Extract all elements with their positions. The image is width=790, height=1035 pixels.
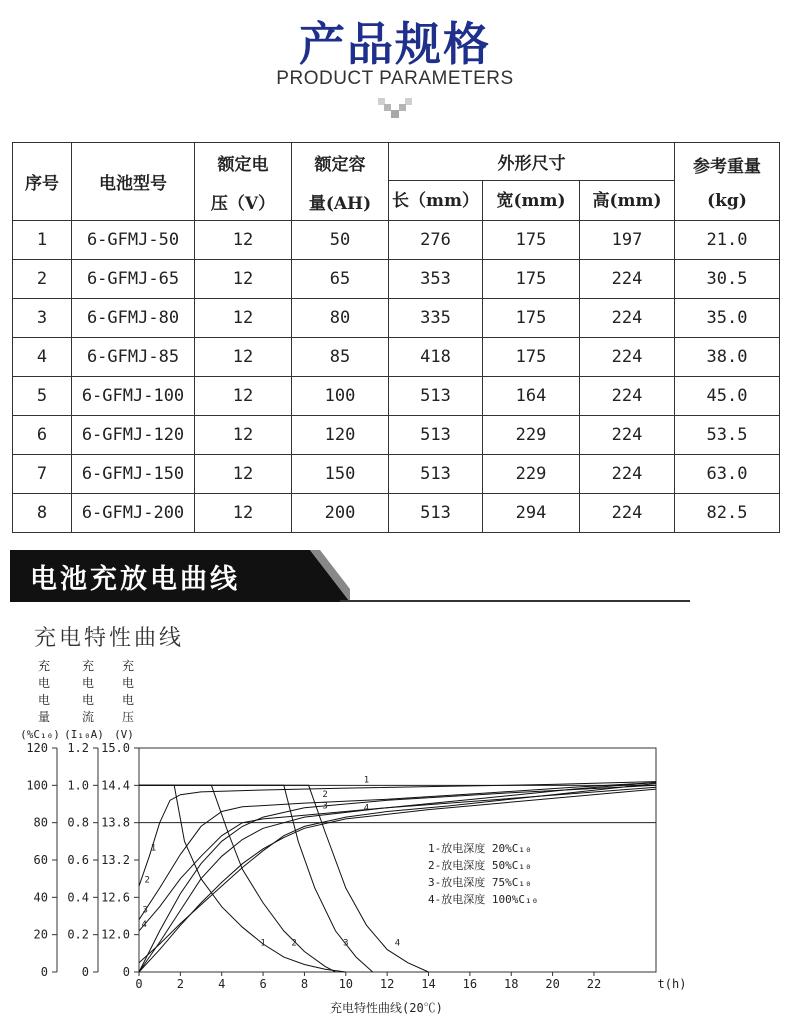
axis-header-char: 电: [121, 693, 135, 707]
axis-header-char: 压: [121, 710, 135, 724]
axis-header-char: 充: [81, 659, 95, 673]
legend-item: 2-放电深度 50%C₁₀: [428, 859, 532, 872]
axis-header-char: 电: [121, 676, 135, 690]
cell-height: 224: [580, 416, 675, 455]
header-weight-line2: (kg): [707, 191, 747, 211]
header-dims: 外形尺寸: [389, 143, 675, 181]
series-line-voltage: [139, 783, 656, 931]
cell-weight: 35.0: [675, 299, 780, 338]
series-line-current: [139, 785, 349, 972]
x-tick-label: 2: [176, 977, 184, 991]
x-tick-label: 0: [135, 977, 143, 991]
axis-header-char: 电: [37, 693, 51, 707]
header-capacity-line2: 量(AH): [308, 193, 372, 214]
cell-model: 6-GFMJ-150: [72, 455, 195, 494]
y-tick-label: 40: [33, 890, 48, 905]
cell-capacity: 120: [292, 416, 389, 455]
cell-weight: 21.0: [675, 221, 780, 260]
chevron-down-icon: [378, 98, 412, 120]
y-tick-label: 0: [122, 965, 130, 979]
cell-width: 175: [483, 221, 580, 260]
series-label: 2: [144, 875, 150, 886]
cell-height: 197: [580, 221, 675, 260]
axis-header-unit: (%C₁₀): [20, 728, 60, 741]
y-tick-label: 120: [26, 741, 48, 755]
axis-header-char: 电: [81, 693, 95, 707]
cell-weight: 63.0: [675, 455, 780, 494]
series-label: 1: [260, 938, 266, 949]
cell-width: 229: [483, 455, 580, 494]
cell-model: 6-GFMJ-200: [72, 494, 195, 533]
page-subtitle: PRODUCT PARAMETERS: [276, 68, 514, 89]
cell-height: 224: [580, 455, 675, 494]
y-tick-label: 20: [33, 927, 48, 942]
cell-length: 335: [389, 299, 483, 338]
y-tick-label: 80: [33, 815, 48, 830]
cell-no: 6: [13, 416, 72, 455]
cell-no: 5: [13, 377, 72, 416]
table-row: [13, 494, 780, 533]
header-capacity-line1: 额定容: [314, 154, 366, 175]
cell-voltage: 12: [195, 260, 292, 299]
cell-length: 513: [389, 416, 483, 455]
series-label: 2: [322, 790, 328, 801]
cell-width: 175: [483, 338, 580, 377]
cell-voltage: 12: [195, 299, 292, 338]
table-row: [13, 377, 780, 416]
y-tick-label: 0.6: [67, 853, 89, 867]
series-label: 4: [394, 938, 401, 949]
axis-header-unit: (V): [114, 728, 134, 741]
y-tick-label: 0.2: [67, 927, 89, 942]
cell-weight: 53.5: [675, 416, 780, 455]
axis-header-char: 流: [81, 710, 95, 724]
cell-weight: 38.0: [675, 338, 780, 377]
table-row: [13, 338, 780, 377]
cell-no: 2: [13, 260, 72, 299]
cell-model: 6-GFMJ-65: [72, 260, 195, 299]
section-divider: [340, 600, 690, 602]
series-label: 3: [142, 905, 148, 916]
cell-capacity: 100: [292, 377, 389, 416]
cell-voltage: 12: [195, 377, 292, 416]
x-tick-label: 20: [545, 977, 560, 991]
table-row: [13, 455, 780, 494]
cell-weight: 30.5: [675, 260, 780, 299]
series-label: 4: [141, 920, 147, 931]
chart-heading: 充电特性曲线: [34, 626, 185, 651]
header-width: 宽(mm): [483, 181, 580, 221]
header-voltage: [195, 143, 292, 221]
cell-length: 513: [389, 494, 483, 533]
cell-width: 175: [483, 260, 580, 299]
x-tick-label: 12: [379, 977, 395, 991]
y-tick-label: 12.0: [101, 927, 130, 942]
cell-model: 6-GFMJ-100: [72, 377, 195, 416]
x-tick-label: 10: [338, 977, 354, 991]
cell-no: 8: [13, 494, 72, 533]
header-model: 电池型号: [72, 143, 195, 221]
y-tick-label: 13.8: [101, 815, 130, 830]
cell-height: 224: [580, 494, 675, 533]
cell-height: 224: [580, 338, 675, 377]
cell-voltage: 12: [195, 455, 292, 494]
y-tick-label: 0.4: [67, 890, 89, 905]
cell-no: 1: [13, 221, 72, 260]
cell-capacity: 85: [292, 338, 389, 377]
series-label: 1: [363, 775, 370, 786]
y-tick-label: 12.6: [101, 890, 130, 905]
cell-width: 294: [483, 494, 580, 533]
cell-capacity: 80: [292, 299, 389, 338]
cell-no: 7: [13, 455, 72, 494]
x-tick-label: 18: [504, 977, 519, 991]
page-title: 产品规格: [299, 17, 491, 71]
cell-length: 276: [389, 221, 483, 260]
series-label: 2: [291, 938, 297, 949]
spec-table: [12, 142, 780, 533]
cell-width: 229: [483, 416, 580, 455]
y-tick-label: 60: [33, 853, 48, 867]
x-axis-label: t(h): [657, 977, 687, 991]
header-height: 高(mm): [580, 181, 675, 221]
table-row: [13, 299, 780, 338]
axis-header-char: 充: [37, 659, 51, 673]
cell-capacity: 150: [292, 455, 389, 494]
cell-width: 164: [483, 377, 580, 416]
cell-width: 175: [483, 299, 580, 338]
cell-capacity: 200: [292, 494, 389, 533]
series-label: 3: [343, 938, 349, 949]
legend-item: 4-放电深度 100%C₁₀: [428, 893, 539, 906]
axis-header-char: 量: [37, 710, 51, 724]
y-tick-label: 1.0: [67, 778, 89, 793]
y-tick-label: 100: [26, 778, 48, 793]
y-tick-label: 0.8: [67, 815, 89, 830]
cell-voltage: 12: [195, 221, 292, 260]
cell-height: 224: [580, 377, 675, 416]
table-row: [13, 260, 780, 299]
chart-caption: 充电特性曲线(20℃): [330, 1001, 443, 1015]
x-tick-label: 4: [218, 977, 226, 991]
cell-no: 3: [13, 299, 72, 338]
cell-length: 418: [389, 338, 483, 377]
header-voltage-line1: 额定电: [217, 154, 269, 175]
series-line-voltage: [139, 784, 656, 963]
axis-header-char: 电: [37, 676, 51, 690]
header-weight-line1: 参考重量: [693, 157, 761, 177]
cell-model: 6-GFMJ-85: [72, 338, 195, 377]
y-tick-label: 0: [81, 965, 89, 979]
axis-header-char: 充: [121, 659, 135, 673]
y-tick-label: 1.2: [67, 741, 89, 755]
header-length: 长（mm）: [389, 181, 483, 221]
x-tick-label: 22: [586, 977, 602, 991]
y-tick-label: 14.4: [101, 778, 130, 793]
cell-model: 6-GFMJ-50: [72, 221, 195, 260]
series-label: 3: [322, 801, 328, 812]
cell-voltage: 12: [195, 494, 292, 533]
series-line-voltage: [139, 782, 656, 887]
cell-length: 513: [389, 455, 483, 494]
x-tick-label: 14: [421, 977, 436, 991]
cell-length: 353: [389, 260, 483, 299]
header-weight: [675, 143, 780, 221]
cell-weight: 82.5: [675, 494, 780, 533]
section-title: 电池充放电曲线: [30, 564, 240, 595]
cell-capacity: 50: [292, 221, 389, 260]
cell-height: 224: [580, 299, 675, 338]
y-tick-label: 13.2: [101, 853, 130, 867]
x-tick-label: 16: [462, 977, 478, 991]
cell-length: 513: [389, 377, 483, 416]
series-line-current: [139, 785, 429, 972]
y-tick-label: 15.0: [101, 741, 130, 755]
y-tick-label: 0: [40, 965, 48, 979]
header-capacity: [292, 143, 389, 221]
cell-model: 6-GFMJ-80: [72, 299, 195, 338]
series-label: 4: [363, 803, 370, 814]
header-no: 序号: [13, 143, 72, 221]
table-row: [13, 416, 780, 455]
cell-voltage: 12: [195, 416, 292, 455]
legend-item: 1-放电深度 20%C₁₀: [428, 842, 532, 855]
axis-header-char: 电: [81, 676, 95, 690]
cell-no: 4: [13, 338, 72, 377]
series-label: 1: [150, 843, 157, 854]
cell-voltage: 12: [195, 338, 292, 377]
cell-model: 6-GFMJ-120: [72, 416, 195, 455]
cell-height: 224: [580, 260, 675, 299]
series-line-current: [139, 785, 336, 972]
axis-header-unit: (I₁₀A): [64, 728, 104, 741]
legend-item: 3-放电深度 75%C₁₀: [428, 876, 532, 889]
x-tick-label: 8: [300, 977, 309, 991]
header-voltage-line2: 压（V）: [210, 193, 276, 214]
x-tick-label: 6: [259, 977, 267, 991]
charge-characteristic-chart: [0, 650, 790, 1035]
cell-weight: 45.0: [675, 377, 780, 416]
table-row: [13, 221, 780, 260]
cell-capacity: 65: [292, 260, 389, 299]
